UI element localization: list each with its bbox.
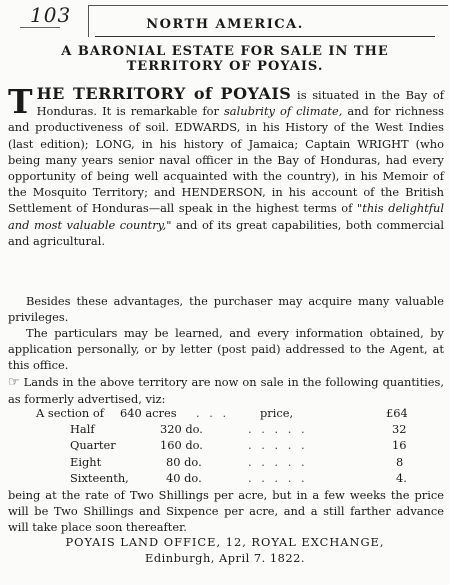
pointing-hand-icon: ☞: [8, 375, 20, 390]
leader-dots: . . . . .: [248, 422, 308, 437]
headline-line-1: A BARONIAL ESTATE FOR SALE IN THE: [61, 44, 389, 59]
price-row-price: 32: [392, 422, 407, 437]
price-row-price: 16: [392, 438, 407, 453]
price-row: [8, 421, 444, 437]
lead-title: HE TERRITORY of POYAIS: [36, 84, 292, 103]
drop-cap: T: [8, 82, 33, 121]
headline-line-2: TERRITORY OF POYAIS.: [126, 59, 324, 74]
price-row-label: Quarter: [70, 438, 116, 453]
price-row: [8, 470, 444, 486]
running-head: NORTH AMERICA.: [146, 17, 304, 32]
price-row-price: 4.: [396, 470, 407, 485]
paragraph-particulars: The particulars may be learned, and every information obtained, by application personally, or by letter (post paid) addressed to the Agent, at this office.: [8, 326, 444, 373]
lands-text: Lands in the above territory are now on sale in the following quantities, as formerly advertised, viz:: [8, 375, 444, 407]
handwritten-page-number: 103: [30, 3, 72, 27]
price-row-label: Sixteenth,: [70, 470, 129, 485]
paragraph-rate: [8, 487, 444, 536]
rate-emphasis-2: Two Shillings and Sixpence: [53, 504, 219, 519]
price-row: [8, 437, 444, 453]
lead-emphasis-1: salubrity of climate,: [223, 104, 343, 119]
price-row-label: A section of: [36, 406, 104, 420]
price-row-label: Half: [70, 422, 95, 437]
rate-emphasis-1: Two Shillings: [129, 488, 209, 502]
advert-headline: [10, 44, 440, 74]
price-row-quantity: 640 acres: [120, 406, 177, 420]
rate-text-3: per acre, and a still farther advance will take place soon thereafter.: [8, 504, 445, 535]
rate-text-2: per acre, but in a few weeks the price will be: [8, 488, 444, 519]
leader-dots: . . . . .: [248, 438, 308, 453]
paragraph-advantages: Besides these advantages, the purchaser may acquire many valuable privileges.: [8, 294, 444, 325]
leader-dots: . . .: [196, 406, 230, 420]
signature-line: POYAIS LAND OFFICE, 12, ROYAL EXCHANGE,: [65, 535, 385, 549]
frame-top-rule: [88, 5, 448, 6]
lead-text-3: " and of its great capabilities, both commercial and agricultural.: [8, 217, 445, 248]
price-row-quantity: 160 do.: [160, 438, 203, 453]
dateline: Edinburgh, April 7. 1822.: [145, 551, 305, 565]
leader-dots: . . . . .: [248, 454, 308, 469]
price-row-label: Eight: [70, 454, 102, 469]
price-row: [8, 454, 444, 470]
price-row-price: £64: [386, 406, 408, 420]
price-row-quantity: 320 do.: [160, 422, 203, 437]
lead-emphasis-2: this delightful and most valuable country,: [8, 201, 444, 232]
lead-text-1: is situated in the Bay of Honduras. It is remarkable for: [36, 88, 444, 119]
price-table: [8, 405, 444, 486]
price-row-price: 8: [396, 454, 404, 469]
price-row: [8, 405, 444, 421]
header-rule: [95, 36, 435, 37]
paragraph-lands: [8, 374, 444, 407]
lead-paragraph: [8, 82, 445, 249]
leader-dots: . . . . .: [248, 470, 308, 485]
price-header: price,: [260, 406, 294, 420]
rate-text-1: being at the rate of: [8, 488, 130, 502]
lead-text-2: and for richness and productiveness of soil. EDWARDS, in his History of the West Indies (last edition); LONG, in his history of Jamaica; Captain WRIGHT (who being many years senior naval officer in the Bay of Honduras, had every opportunity of being well acquainted with the country), in his Memoir of the Mosquito Territory; and HENDERSON, in his account of the British Settlement of Honduras—all speak in the highest terms of ": [8, 104, 444, 216]
price-row-quantity: 80 do.: [166, 454, 202, 469]
price-row-quantity: 40 do.: [166, 470, 202, 485]
